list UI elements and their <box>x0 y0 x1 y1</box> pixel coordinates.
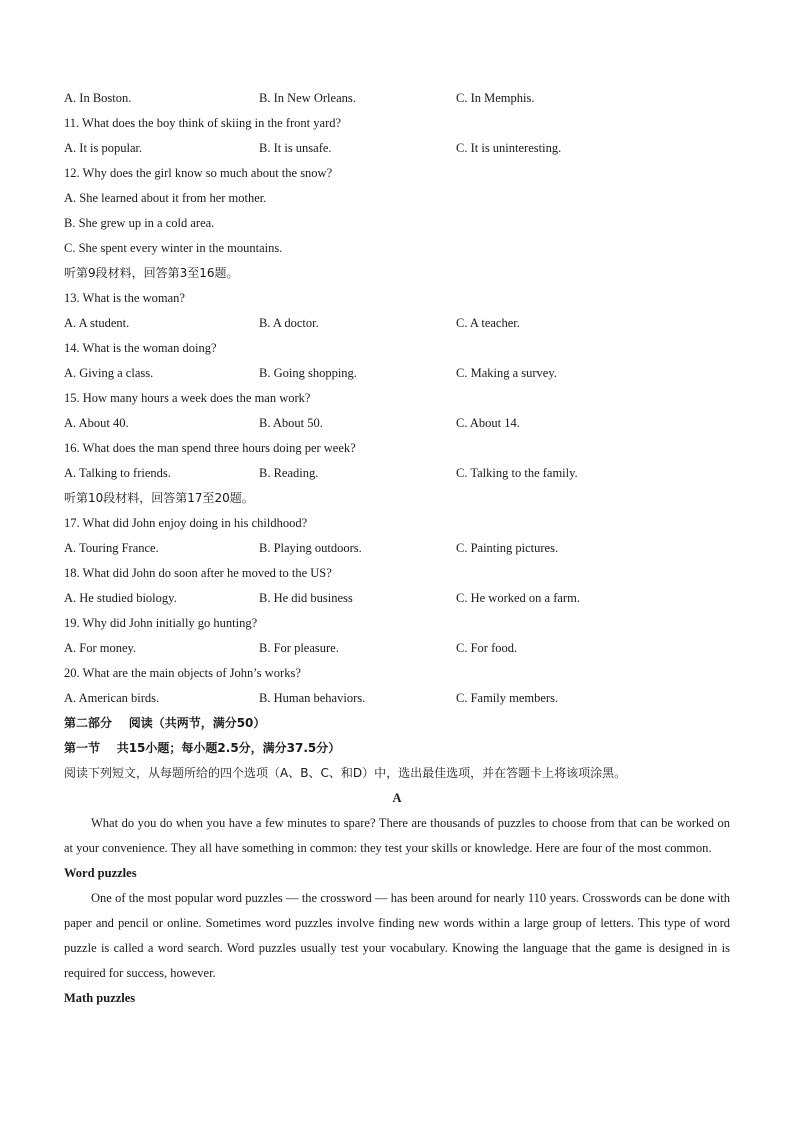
option-c: C. Painting pictures. <box>456 541 559 555</box>
question-18: 18. What did John do soon after he moved to the US? <box>64 566 332 580</box>
question-14: 14. What is the woman doing? <box>64 341 217 355</box>
q14-options <box>64 361 730 386</box>
option-a: A. About 40. <box>64 416 129 430</box>
option-c: C. For food. <box>456 641 518 655</box>
q20-options <box>64 686 730 711</box>
option-b: B. He did business <box>259 591 353 605</box>
option-b: B. Reading. <box>259 466 319 480</box>
passage-label: A <box>392 791 402 805</box>
question-13: 13. What is the woman? <box>64 291 185 305</box>
option-c: C. In Memphis. <box>456 91 535 105</box>
reading-instructions: 阅读下列短文，从每题所给的四个选项（A、B、C、和D）中，选出最佳选项，并在答题卡上将该项涂黑。 <box>64 766 627 780</box>
subheading-math-puzzles: Math puzzles <box>64 991 136 1005</box>
question-12: 12. Why does the girl know so much about the snow? <box>64 166 333 180</box>
q16-options <box>64 461 730 486</box>
option-a: A. He studied biology. <box>64 591 177 605</box>
option-a: A. American birds. <box>64 691 160 705</box>
option-b: B. It is unsafe. <box>259 141 332 155</box>
option-a: A. Touring France. <box>64 541 159 555</box>
question-20: 20. What are the main objects of John’s works? <box>64 666 301 680</box>
q11-options <box>64 136 730 161</box>
section-title: 第一节 共15小题；每小题2.5分，满分37.5分） <box>64 741 341 755</box>
q17-options <box>64 536 730 561</box>
question-19: 19. Why did John initially go hunting? <box>64 616 258 630</box>
option-b: B. Playing outdoors. <box>259 541 362 555</box>
q12-option-a: A. She learned about it from her mother. <box>64 191 267 205</box>
option-b: B. Human behaviors. <box>259 691 366 705</box>
q18-options <box>64 586 730 611</box>
option-a: A. For money. <box>64 641 137 655</box>
subheading-word-puzzles: Word puzzles <box>64 866 137 880</box>
question-16: 16. What does the man spend three hours doing per week? <box>64 441 356 455</box>
part-title: 第二部分 阅读（共两节，满分50） <box>64 716 266 730</box>
option-b: B. Going shopping. <box>259 366 357 380</box>
option-c: C. Family members. <box>456 691 559 705</box>
q15-options <box>64 411 730 436</box>
option-a: A. Talking to friends. <box>64 466 171 480</box>
option-c: C. About 14. <box>456 416 520 430</box>
passage-paragraph-2: One of the most popular word puzzles — the crossword — has been around for nearly 110 years. Crosswords can be done with paper and pencil or online. Sometimes word puzzles involve finding new words within a large group of letters. This type of word puzzle is called a word search. Word puzzles usually test your vocabulary. Knowing the language that the game is designed in is required for success, however. <box>64 891 730 980</box>
q12-option-c: C. She spent every winter in the mountains. <box>64 241 283 255</box>
exam-page <box>64 86 730 1011</box>
option-a: A. Giving a class. <box>64 366 154 380</box>
question-11: 11. What does the boy think of skiing in the front yard? <box>64 116 342 130</box>
option-b: B. A doctor. <box>259 316 319 330</box>
instruction-passage-9: 听第9段材料，回答第3至16题。 <box>64 266 239 280</box>
option-a: A. It is popular. <box>64 141 143 155</box>
q13-options <box>64 311 730 336</box>
q12-option-b: B. She grew up in a cold area. <box>64 216 215 230</box>
option-b: B. For pleasure. <box>259 641 339 655</box>
option-c: C. It is uninteresting. <box>456 141 562 155</box>
option-a: A. In Boston. <box>64 91 132 105</box>
q10-options <box>64 86 730 111</box>
option-a: A. A student. <box>64 316 130 330</box>
q19-options <box>64 636 730 661</box>
question-15: 15. How many hours a week does the man work? <box>64 391 311 405</box>
option-b: B. In New Orleans. <box>259 91 356 105</box>
option-c: C. A teacher. <box>456 316 520 330</box>
question-17: 17. What did John enjoy doing in his childhood? <box>64 516 308 530</box>
option-c: C. He worked on a farm. <box>456 591 580 605</box>
option-b: B. About 50. <box>259 416 323 430</box>
instruction-passage-10: 听第10段材料，回答第17至20题。 <box>64 491 254 505</box>
option-c: C. Making a survey. <box>456 366 557 380</box>
passage-paragraph-1: What do you do when you have a few minutes to spare? There are thousands of puzzles to choose from that can be worked on at your convenience. They all have something in common: they test your skills or knowledge. Here are four of the most common. <box>64 816 730 855</box>
option-c: C. Talking to the family. <box>456 466 578 480</box>
